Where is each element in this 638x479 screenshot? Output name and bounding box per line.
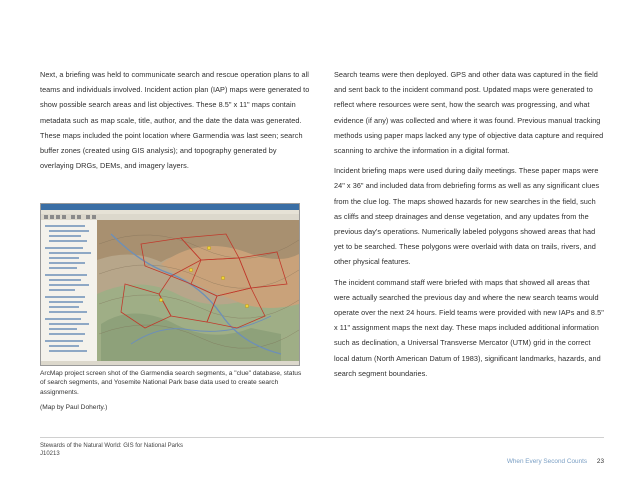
- figure-caption: ArcMap project screen shot of the Garmendia search segments, a "clue" database, status of search segments, and Yosemite National Park base data used to create search assignments.: [40, 370, 302, 396]
- body-paragraph: The incident command staff were briefed with maps that showed all areas that were actually searched the previous day and where the new search teams would operate over the next 24 hours. Field teams were provided with new IAPs and 8.5" x 11" assignment maps the next day. These maps included additional information such as declination, a Universal Transverse Mercator (UTM) grid in the correct local datum (North American Datum of 1983), significant landmarks, hazards, and search segment boundaries.: [334, 277, 604, 378]
- window-title-bar: [41, 204, 299, 210]
- map-canvas: [97, 220, 299, 361]
- publication-code: J10213: [40, 451, 60, 458]
- arcmap-screenshot-figure: [40, 203, 300, 366]
- footer-publication-info: [40, 442, 183, 458]
- arcmap-screenshot: [41, 204, 299, 365]
- footer-page-info: [507, 458, 604, 465]
- menu-bar: [41, 210, 299, 214]
- body-paragraph: Incident briefing maps were used during daily meetings. These paper maps were 24" x 36" and included data from debriefing forms as well as any significant clues from the clue log. The maps showed hazards for new searches in the field, such as cliffs and steep drainages and dense vegetation, and any updates from the previous day's operations. Numerically labeled polygons showed areas that had yet to be searched. These polygons were overlaid with data on trails, rivers, and other physical features.: [334, 166, 600, 267]
- page-number: 23: [596, 458, 604, 465]
- status-bar: [41, 361, 299, 365]
- publication-title: Stewards of the Natural World: GIS for National Parks: [40, 443, 183, 449]
- left-column: [40, 67, 310, 179]
- footer-divider: [40, 437, 604, 438]
- body-paragraph: Next, a briefing was held to communicate search and rescue operation plans to all teams and individuals involved. Incident action plan (IAP) maps were generated to show possible search areas and list objectives. These 8.5" x 11" maps contain metadata such as map scale, title, author, and the date the data was generated. These maps included the point location where Garmendia was last seen; search buffer zones (created using GIS analysis); and topography generated by overlaying DRGs, DEMs, and imagery layers.: [40, 70, 310, 171]
- right-column: [334, 67, 604, 386]
- figure-credit: (Map by Paul Doherty.): [40, 404, 108, 411]
- section-title: When Every Second Counts: [506, 458, 588, 465]
- body-paragraph: Search teams were then deployed. GPS and other data was captured in the field and sent back to the incident command post. Updated maps were generated to reflect where resources were sent, how the search was progressing, and what evidence (if any) was collected and where it was found. Previous manual tracking methods using paper maps lacked any type of objective data capture and required scanning to archive the information in a digital format.: [334, 70, 604, 156]
